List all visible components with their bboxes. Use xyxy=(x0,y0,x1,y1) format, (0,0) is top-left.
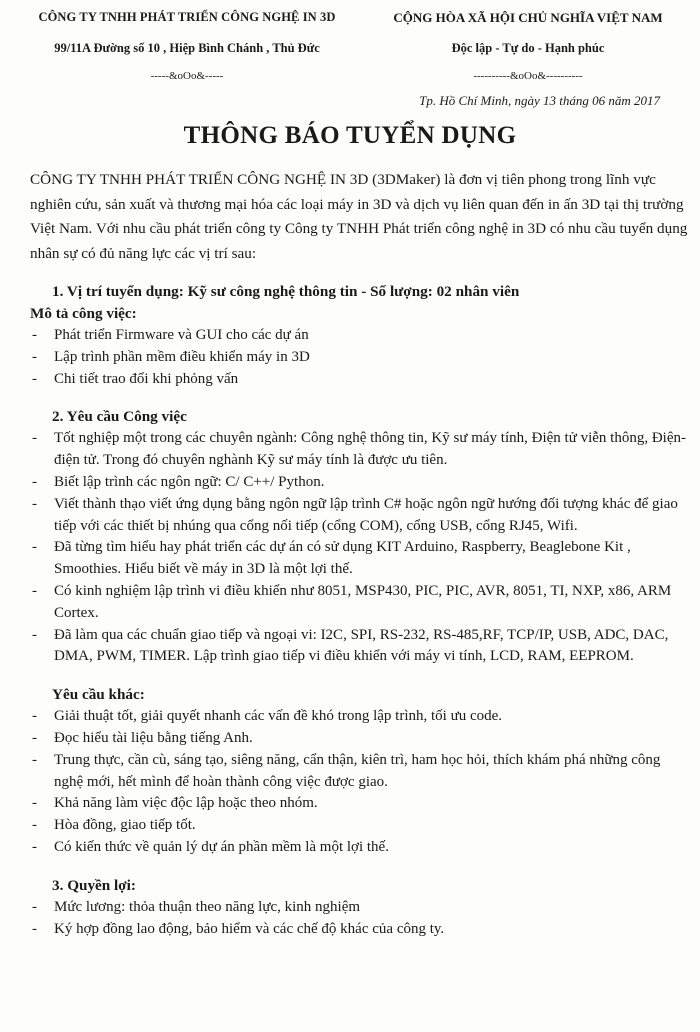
list-item: - Hòa đồng, giao tiếp tốt. xyxy=(30,815,690,837)
job-desc-list xyxy=(30,325,690,390)
document-title: THÔNG BÁO TUYỂN DỤNG xyxy=(183,122,517,149)
list-item: - Biết lập trình các ngôn ngữ: C/ C++/ Python. xyxy=(30,472,690,494)
document-date: Tp. Hồ Chí Minh, ngày 13 tháng 06 năm 2017 xyxy=(419,93,660,108)
list-item: - Trung thực, cần cù, sáng tạo, siêng năng, cẩn thận, kiên trì, ham học hỏi, thích khám phá những công nghệ mới, hết mình để hoàn thành công việc được giao. xyxy=(30,750,690,794)
list-item: - Phát triển Firmware và GUI cho các dự án xyxy=(30,325,690,347)
list-item: - Giải thuật tốt, giải quyết nhanh các vấn đề khó trong lập trình, tối ưu code. xyxy=(30,706,690,728)
other-requirements-heading: Yêu cầu khác: xyxy=(52,686,145,704)
requirements-heading: 2. Yêu cầu Công việc xyxy=(52,408,187,426)
list-item: - Lập trình phần mềm điều khiển máy in 3D xyxy=(30,347,690,369)
company-name: CÔNG TY TNHH PHÁT TRIỂN CÔNG NGHỆ IN 3D xyxy=(38,10,336,24)
list-item: - Đã làm qua các chuẩn giao tiếp và ngoại vi: I2C, SPI, RS-232, RS-485,RF, TCP/IP, USB, ADC, DAC, DMA, PWM, TIMER. Lập trình giao tiếp vi điều khiển với máy vi tính, LCD, RAM, EEPROM. xyxy=(30,625,690,669)
position-heading: 1. Vị trí tuyển dụng: Kỹ sư công nghệ thông tin - Số lượng: 02 nhân viên xyxy=(52,283,520,300)
intro-paragraph xyxy=(30,168,690,266)
list-item: - Có kinh nghiệm lập trình vi điều khiển như 8051, MSP430, PIC, PIC, AVR, 8051, TI, NXP, x86, ARM Cortex. xyxy=(30,581,690,625)
company-address: 99/11A Đường số 10 , Hiệp Bình Chánh , Thủ Đức xyxy=(54,41,320,55)
ornament-left: -----&oOo&----- xyxy=(150,70,224,82)
header-right xyxy=(368,10,688,82)
requirements-list xyxy=(30,428,690,668)
intro-text: CÔNG TY TNHH PHÁT TRIỂN CÔNG NGHỆ IN 3D (3DMaker) là đơn vị tiên phong trong lĩnh vực nghiên cứu, sản xuất và thương mại hóa các loại máy in 3D và dịch vụ liên quan đến in ấn 3D tại thị trường Việt Nam. Với nhu cầu phát triển công ty Công ty TNHH Phát triển công nghệ in 3D có nhu cầu tuyển dụng nhân sự có đủ năng lực các vị trí sau: xyxy=(30,171,688,262)
list-item: - Ký hợp đồng lao động, bảo hiểm và các chế độ khác của công ty. xyxy=(30,919,690,941)
list-item: - Khả năng làm việc độc lập hoặc theo nhóm. xyxy=(30,793,690,815)
list-item: - Viết thành thạo viết ứng dụng bằng ngôn ngữ lập trình C# hoặc ngôn ngữ hướng đối tượng khác để giao tiếp với các thiết bị nhúng qua cổng nối tiếp (cổng COM), cổng USB, cổng RJ45, Wifi. xyxy=(30,494,690,538)
nation-name: CỘNG HÒA XÃ HỘI CHỦ NGHĨA VIỆT NAM xyxy=(393,10,663,25)
header-left xyxy=(22,10,352,82)
list-item: - Tốt nghiệp một trong các chuyên ngành: Công nghệ thông tin, Kỹ sư máy tính, Điện tử viễn thông, Điện- điện tử. Trong đó chuyên nghành Kỹ sư máy tính là được ưu tiên. xyxy=(30,428,690,472)
list-item: - Chi tiết trao đổi khi phỏng vấn xyxy=(30,369,690,391)
other-requirements-list xyxy=(30,706,690,859)
benefits-list xyxy=(30,897,690,941)
list-item: - Đọc hiểu tài liệu bằng tiếng Anh. xyxy=(30,728,690,750)
ornament-right: ----------&oOo&---------- xyxy=(473,70,583,82)
benefits-heading: 3. Quyền lợi: xyxy=(52,876,136,894)
list-item: - Có kiến thức về quản lý dự án phần mềm là một lợi thế. xyxy=(30,837,690,859)
document-body xyxy=(30,281,690,940)
job-desc-heading: Mô tả công việc: xyxy=(30,305,137,322)
list-item: - Đã từng tìm hiểu hay phát triển các dự án có sử dụng KIT Arduino, Raspberry, Beaglebone Kit , Smoothies. Hiểu biết về máy in 3D là một lợi thế. xyxy=(30,537,690,581)
list-item: - Mức lương: thỏa thuận theo năng lực, kinh nghiệm xyxy=(30,897,690,919)
nation-motto: Độc lập - Tự do - Hạnh phúc xyxy=(451,41,605,55)
